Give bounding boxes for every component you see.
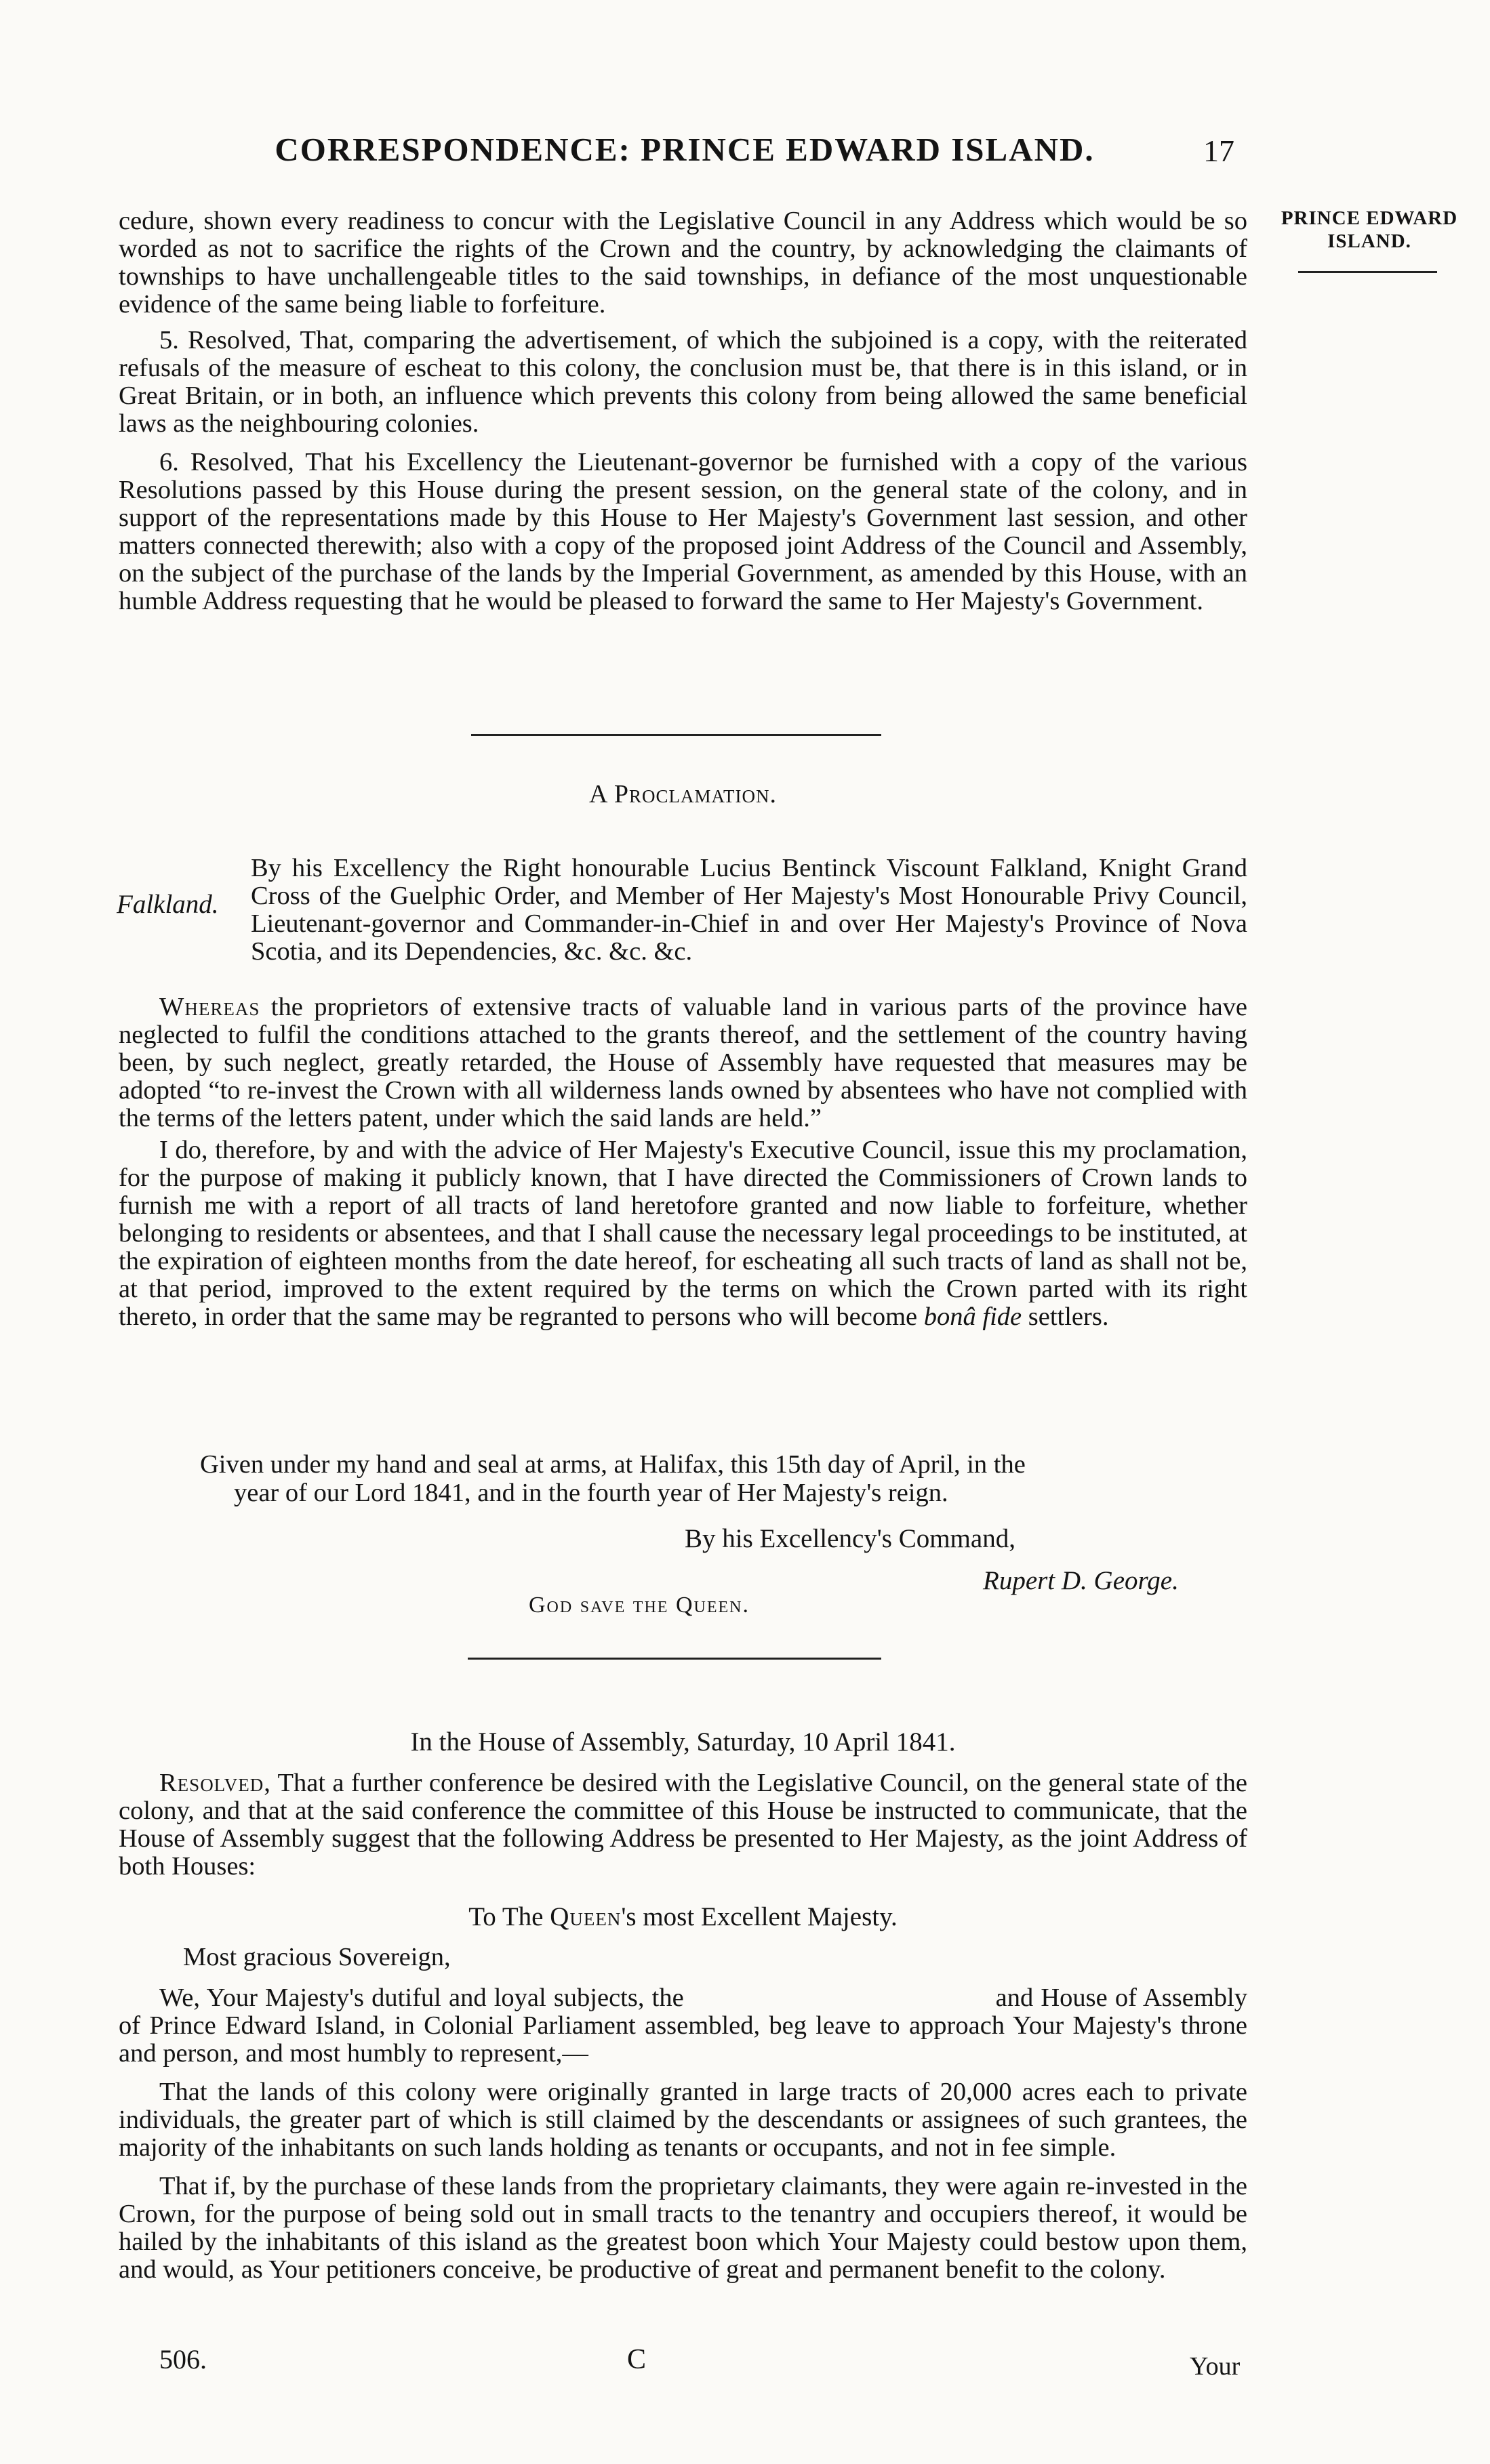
- proclamation-style-text: By his Excellency the Right honourable Lucius Bentinck Viscount Falkland, Knight Grand Cross of the Guelphic Order, and Member of Her Majesty's Most Honourable Privy Council, Lieutenant-governor and Commander-in-Chief in and over Her Majesty's Province of Nova Scotia, and its Dependencies, &c. &c. &c.: [251, 853, 1247, 966]
- paragraph-lands: That the lands of this colony were originally granted in large tracts of 20,000 acres each to private individuals, the greater part of which is still claimed by the descendants or assignees of such grantees, the majority of the inhabitants on such lands holding as tenants or occupants, and not in fee simple.: [119, 2078, 1247, 2162]
- paragraph-we: [119, 1984, 1247, 2068]
- margin-note: [1268, 207, 1471, 253]
- paragraph-proclamation-body: [119, 1136, 1247, 1331]
- resolved-word: Resolved,: [159, 1769, 271, 1797]
- paragraph-whereas: [119, 993, 1247, 1132]
- margin-note-rule: [1298, 271, 1437, 273]
- section-divider-2: [468, 1658, 881, 1660]
- body-text: I do, therefore, by and with the advice of Her Majesty's Executive Council, issue this my proclamation, for the purpose of making it publicly known, that I have directed the Commissioners of Crown lands to furnish me with a report of all tracts of land heretofore granted and now liable to forfeiture, whether belonging to residents or absentees, and that I shall cause the necessary legal proceedings to be instituted, at the expiration of eighteen months from the date hereof, for escheating all such tracts of land as shall not be, at that period, improved to the extent required by the terms on which the Crown parted with its right thereto, in order that the same may be regranted to persons who will become: [119, 1136, 1247, 1331]
- given-line-2: year of our Lord 1841, and in the fourth year of Her Majesty's reign.: [234, 1479, 948, 1507]
- running-title: CORRESPONDENCE: PRINCE EDWARD ISLAND.: [275, 131, 1095, 168]
- proclamation-body: [119, 993, 1247, 1331]
- we-part-1: We, Your Majesty's dutiful and loyal subjects, the: [159, 1984, 684, 2012]
- proclamation-signature-margin: Falkland.: [117, 890, 219, 919]
- resolved-text: That a further conference be desired with the Legislative Council, on the general state of the colony, and that at the said conference the committee of this House be instructed to communicate, that the House of Assembly suggest that the following Address be presented to Her Majesty, as the joint Address of both Houses:: [119, 1769, 1247, 1881]
- paragraph-procedure: cedure, shown every readiness to concur with the Legislative Council in any Address which would be so worded as not to sacrifice the rights of the Crown and the country, by acknowledging the claimants of townships to have unchallengeable titles to the said townships, in defiance of the most unquestionable evidence of the same being liable to forfeiture.: [119, 207, 1247, 319]
- assembly-resolved: [119, 1769, 1247, 1881]
- paragraph-resolution-6: 6. Resolved, That his Excellency the Lieutenant-governor be furnished with a copy of the various Resolutions passed by this House during the present session, on the general state of the colony, and in support of the representations made by this House to Her Majesty's Government last session, and other matters connected therewith; also with a copy of the proposed joint Address of the Council and Assembly, on the subject of the purchase of the lands by the Imperial Government, as amended by this House, with an humble Address requesting that he would be pleased to forward the same to Her Majesty's Government.: [119, 448, 1247, 615]
- whereas-text: the proprietors of extensive tracts of valuable land in various parts of the province have neglected to fulfil the conditions attached to the grants thereof, and the settlement of the country having been, by such neglect, greatly retarded, the House of Assembly have requested that measures may be adopted “to re-invest the Crown with all wilderness lands owned by absentees who have not complied with the terms of the letters patent, under which the said lands are held.”: [119, 993, 1247, 1132]
- we-part-2: and House of Assembly of Prince Edward Island, in Colonial Parliament assembled, beg leave to approach Your Majesty's throne and person, and most humbly to represent,—: [119, 1984, 1247, 2068]
- proclamation-signer: Rupert D. George.: [983, 1566, 1179, 1595]
- paragraph-resolved: [119, 1769, 1247, 1881]
- proclamation-style: [251, 828, 1247, 991]
- address-salutation: Most gracious Sovereign,: [183, 1943, 451, 1971]
- body-end: settlers.: [1022, 1302, 1109, 1331]
- addressee-pre: To The: [468, 1902, 550, 1931]
- signature-number: 506.: [159, 2344, 207, 2375]
- given-line-1: Given under my hand and seal at arms, at Halifax, this 15th day of April, in the: [200, 1450, 1026, 1479]
- signature-letter: C: [627, 2344, 647, 2375]
- body-italic: bonâ fide: [923, 1302, 1022, 1331]
- page-number: 17: [1203, 134, 1234, 168]
- excellency-command: By his Excellency's Command,: [685, 1524, 1015, 1553]
- paragraph-resolution-5: 5. Resolved, That, comparing the advertisement, of which the subjoined is a copy, with the reiterated refusals of the measure of escheat to this colony, the conclusion must be, that there is in this island, or in Great Britain, or in both, an influence which prevents this colony from being allowed the same beneficial laws as the neighbouring colonies.: [119, 326, 1247, 438]
- whereas-word: Whereas: [159, 993, 260, 1021]
- section-divider: [471, 734, 881, 736]
- address-addressee: [119, 1902, 1247, 1932]
- given-under-hand: [119, 1450, 1247, 1507]
- paragraph-purchase: That if, by the purchase of these lands from the proprietary claimants, they were again re-invested in the Crown, for the purpose of being sold out in small tracts to the tenantry and occupiers thereof, it would be hailed by the inhabitants of this island as the greatest boon which Your Majesty could bestow upon them, and would, as Your petitioners conceive, be productive of great and permanent benefit to the colony.: [119, 2172, 1247, 2284]
- addressee-queen: Queen: [550, 1902, 622, 1931]
- god-save-the-queen: God save the Queen.: [529, 1593, 750, 1618]
- catchword: Your: [1190, 2352, 1241, 2381]
- margin-note-line2: ISLAND.: [1327, 230, 1411, 252]
- addressee-post: 's most Excellent Majesty.: [621, 1902, 898, 1931]
- address-body: [119, 1984, 1247, 2284]
- margin-note-line1: PRINCE EDWARD: [1281, 207, 1458, 229]
- assembly-heading: In the House of Assembly, Saturday, 10 April 1841.: [410, 1727, 956, 1757]
- proclamation-heading: A Proclamation.: [589, 780, 777, 808]
- resolutions-block: [119, 207, 1247, 615]
